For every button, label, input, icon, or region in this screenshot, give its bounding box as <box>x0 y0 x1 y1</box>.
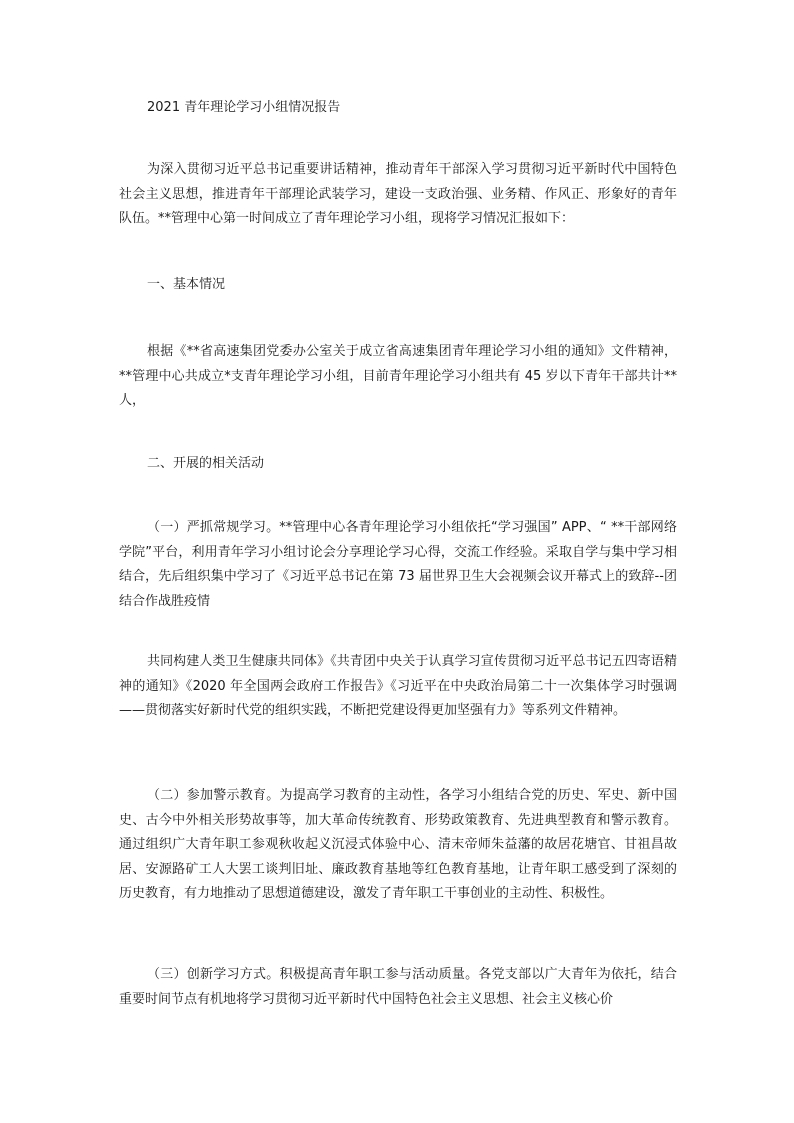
activity-item-3-paragraph: （三）创新学习方式。积极提高青年职工参与活动质量。各党支部以广大青年为依托，结合重要时间节点有机地将学习贯彻习近平新时代中国特色社会主义思想、社会主义核心价 <box>119 967 677 1007</box>
activity-item-1-continued: 共同构建人类卫生健康共同体》《共青团中央关于认真学习宣传贯彻习近平总书记五四寄语精神的通知》《2020 年全国两会政府工作报告》《习近平在中央政治局第二十一次集体学习时强调——贯彻落实好新时代党的组织实践，不断把党建设得更加坚强有力》等系列文件精神。 <box>119 654 677 718</box>
basic-info-paragraph: 根据《**省高速集团党委办公室关于成立省高速集团青年理论学习小组的通知》文件精神，**管理中心共成立*支青年理论学习小组，目前青年理论学习小组共有 45 岁以下青年干部共计**人， <box>119 344 677 408</box>
intro-paragraph: 为深入贯彻习近平总书记重要讲话精神，推动青年干部深入学习贯彻习近平新时代中国特色社会主义思想，推进青年干部理论武装学习，建设一支政治强、业务精、作风正、形象好的青年队伍。**管理中心第一时间成立了青年理论学习小组，现将学习情况汇报如下： <box>119 162 677 226</box>
section-heading-activities: 二、开展的相关活动 <box>147 456 265 471</box>
activity-item-1-paragraph: （一）严抓常规学习。**管理中心各青年理论学习小组依托“学习强国” APP、“ **干部网络学院”平台，利用青年学习小组讨论会分享理论学习心得，交流工作经验。采取自学与集中学习相结合，先后组织集中学习了《习近平总书记在第 73 届世界卫生大会视频会议开幕式上的致辞--团结合作战胜疫情 <box>119 520 677 609</box>
activity-item-2-paragraph: （二）参加警示教育。为提高学习教育的主动性，各学习小组结合党的历史、军史、新中国史、古今中外相关形势故事等，加大革命传统教育、形势政策教育、先进典型教育和警示教育。通过组织广大青年职工参观秋收起义沉浸式体验中心、清末帝师朱益藩的故居花塘官、甘祖昌故居、安源路矿工人大罢工谈判旧址、廉政教育基地等红色教育基地，让青年职工感受到了深刻的历史教育，有力地推动了思想道德建设，激发了青年职工干事创业的主动性、积极性。 <box>119 788 677 901</box>
section-heading-basic-info: 一、基本情况 <box>147 277 226 292</box>
document-title: 2021 青年理论学习小组情况报告 <box>147 100 341 115</box>
